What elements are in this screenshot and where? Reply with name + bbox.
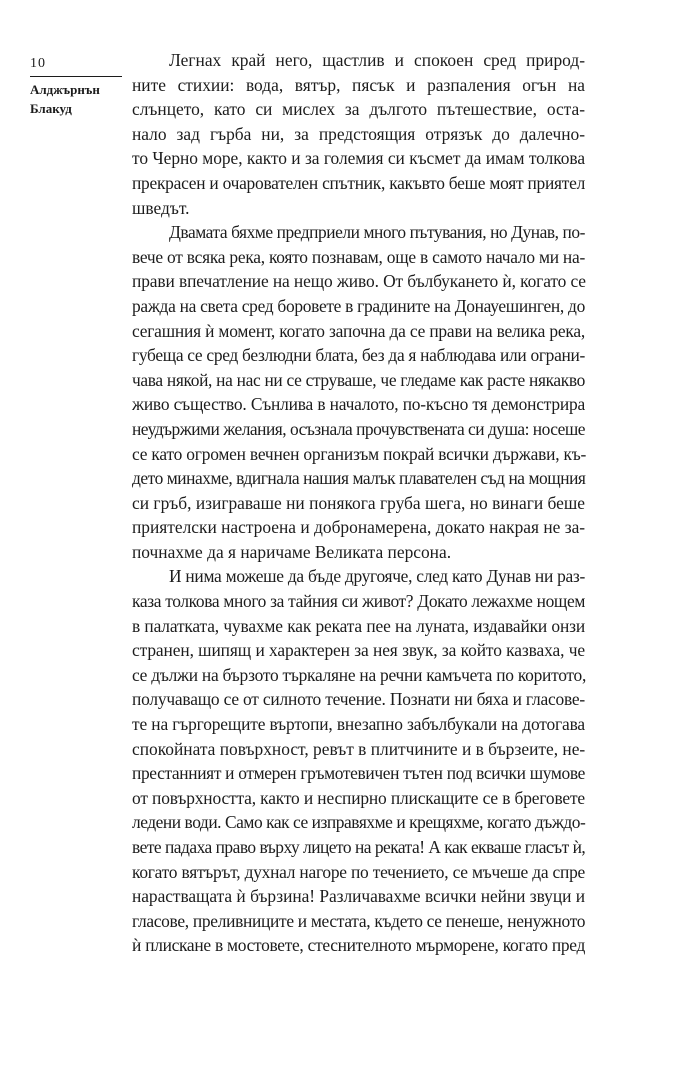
text-line: когато вятърът, духнал нагоре по течението, се мъчеше да спре <box>132 861 585 882</box>
text-line: каза толкова много за тайния си живот? Докато лежахме нощем <box>132 591 585 612</box>
text-line: прекрасен и очарователен спътник, какъвто беше моят приятел <box>132 172 585 193</box>
running-header <box>30 56 122 118</box>
text-line: ните стихии: вода, вятър, пясък и разпаления огън на <box>132 74 585 95</box>
text-line: Двамата бяхме предприели много пътувания, но Дунав, по- <box>169 222 585 243</box>
text-line: ледени води. Само как се изправяхме и крещяхме, когато дъждо- <box>132 812 586 833</box>
text-line: се като огромен вечнен организъм покрай всички държави, къ- <box>132 443 587 464</box>
text-line: в палатката, чувахме как реката пее на луната, издавайки онзи <box>132 615 585 636</box>
text-line: губеща се сред безлюдни блата, без да я наблюдава или ограни- <box>132 345 585 366</box>
text-line: живо същество. Сънлива в началото, по-късно тя демонстрира <box>132 394 585 415</box>
text-line: нарастващата ѝ бързина! Различавахме всички нейни звуци и <box>132 886 585 907</box>
text-line: неудържими желания, осъзнала прочувствената си душа: носеше <box>132 418 585 439</box>
text-line: странен, шипящ и характерен за нея звук, за който казваха, че <box>132 640 585 661</box>
header-divider <box>30 76 122 77</box>
text-line: слънцето, като си мислех за дългото пътешествие, оста- <box>132 99 585 120</box>
text-line: почнахме да я наричаме Великата персона. <box>132 541 452 562</box>
author-name-line: Алджърнън <box>30 82 100 97</box>
text-line: И нима можеше да бъде другояче, след като Дунав ни раз- <box>169 566 585 587</box>
text-line: Легнах край него, щастлив и спокоен сред природ- <box>169 50 585 70</box>
text-line: те на гъргорещите въртопи, внезапно забълбукали на дотогава <box>132 714 585 735</box>
text-line: престанният и отмерен гръмотевичен тътен под всички шумове <box>132 763 585 784</box>
text-line: ражда на света сред боровете в градините на Донауешинген, до <box>132 295 585 316</box>
text-line: чава някой, на нас ни се струваше, че гледаме как расте някакво <box>132 369 585 390</box>
text-line: гласове, преливниците и местата, където се пенеше, ненужното <box>132 910 586 931</box>
page-number: 10 <box>30 56 46 71</box>
text-line: дето минахме, вдигнала нашия малък плавателен съд на мощния <box>132 468 586 489</box>
text-line: спокойната повърхност, ревът в плитчините и в бързеите, не- <box>132 738 586 759</box>
text-line: прави впечатление на нещо живо. От бълбукането ѝ, когато се <box>132 271 586 292</box>
author-name-line: Блакуд <box>30 101 72 116</box>
text-line: си гръб, изиграваше ни понякога груба шега, но винаги беше <box>132 492 585 513</box>
text-line: получаващо се от силното течение. Познати ни бяха и гласове- <box>132 689 585 710</box>
text-line: ѝ плискане в мостовете, стеснителното мърморене, когато пред <box>132 935 585 956</box>
text-line: то Черно море, както и за големия си късмет да имам толкова <box>132 148 585 169</box>
text-line: нало зад гърба ни, за предстоящия отрязък до далечно- <box>132 123 585 144</box>
text-line: сегашния ѝ момент, когато започна да се прави на велика река, <box>132 320 585 341</box>
text-line: вече от всяка река, която познавам, още в самото начало ми на- <box>132 246 585 267</box>
author-name <box>30 80 122 118</box>
text-line: от повърхността, както и неспирно плискащите се в бреговете <box>132 787 585 808</box>
text-line: се дължи на бързото търкаляне на речни камъчета по коритото, <box>132 664 587 685</box>
text-line: шведът. <box>132 197 190 218</box>
body-text <box>132 48 585 958</box>
text-line: вете падаха право върху лицето на реката! А как екваше гласът ѝ, <box>132 837 586 857</box>
text-line: приятелски настроена и добронамерена, докато накрая не за- <box>132 517 586 538</box>
